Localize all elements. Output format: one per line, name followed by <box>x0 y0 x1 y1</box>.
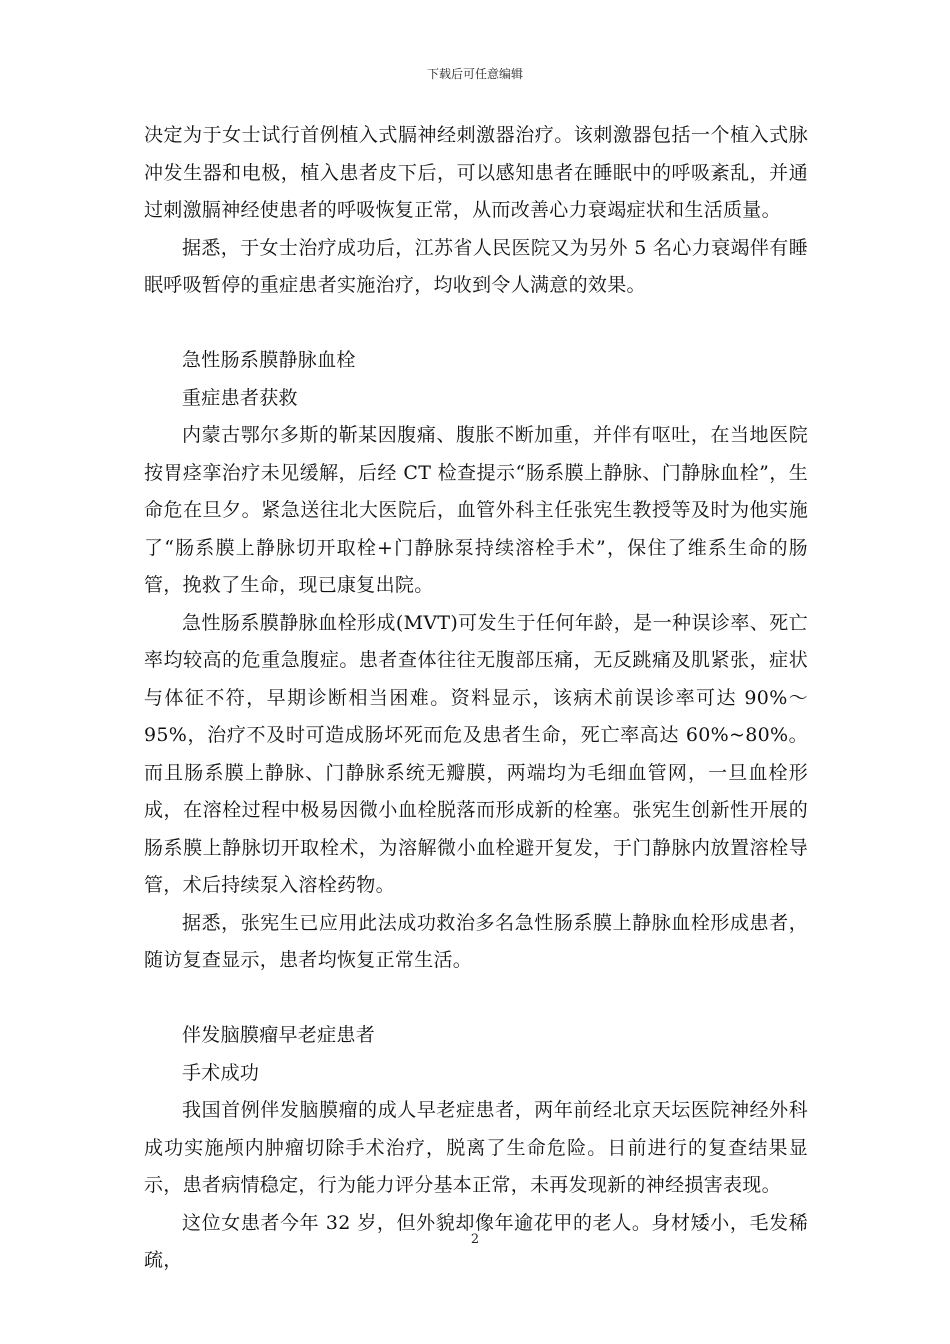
paragraph: 这位女患者今年 32 岁，但外貌却像年逾花甲的老人。身材矮小，毛发稀疏， <box>144 1211 808 1271</box>
section-spacer <box>144 980 808 1018</box>
section-subheading: 重症患者获救 <box>182 386 298 409</box>
section-spacer <box>144 305 808 343</box>
document-body <box>144 117 808 1280</box>
paragraph: 内蒙古鄂尔多斯的靳某因腹痛、腹胀不断加重，并伴有呕吐，在当地医院按胃痉挛治疗未见缓解，后经 CT 检查提示“肠系膜上静脉、门静脉血栓”，生命危在旦夕。紧急送往北大医院后，血管外科主任张宪生教授等及时为他实施了“肠系膜上静脉切开取栓+门静脉泵持续溶栓手术”，保住了维系生命的肠管，挽救了生命，现已康复出院。 <box>144 424 808 596</box>
paragraph: 我国首例伴发脑膜瘤的成人早老症患者，两年前经北京天坛医院神经外科成功实施颅内肿瘤切除手术治疗，脱离了生命危险。日前进行的复查结果显示，患者病情稳定，行为能力评分基本正常，未再发现新的神经损害表现。 <box>144 1099 808 1196</box>
section-subheading: 手术成功 <box>182 1061 260 1084</box>
paragraph: 据悉，张宪生已应用此法成功救治多名急性肠系膜上静脉血栓形成患者，随访复查显示，患者均恢复正常生活。 <box>144 911 808 971</box>
page-header: 下载后可任意编辑 <box>426 67 523 81</box>
paragraph: 据悉，于女士治疗成功后，江苏省人民医院又为另外 5 名心力衰竭伴有睡眠呼吸暂停的重症患者实施治疗，均收到令人满意的效果。 <box>144 236 808 296</box>
page-number: 2 <box>470 1232 480 1247</box>
paragraph: 决定为于女士试行首例植入式膈神经刺激器治疗。该刺激器包括一个植入式脉冲发生器和电极，植入患者皮下后，可以感知患者在睡眠中的呼吸紊乱，并通过刺激膈神经使患者的呼吸恢复正常，从而改善心力衰竭症状和生活质量。 <box>144 124 808 221</box>
paragraph: 急性肠系膜静脉血栓形成(MVT)可发生于任何年龄，是一种误诊率、死亡率均较高的危重急腹症。患者查体往往无腹部压痛，无反跳痛及肌紧张，症状与体征不符，早期诊断相当困难。资料显示，该病术前误诊率可达 90%～95%，治疗不及时可造成肠坏死而危及患者生命，死亡率高达 60%~80%。而且肠系膜上静脉、门静脉系统无瓣膜，两端均为毛细血管网，一旦血栓形成，在溶栓过程中极易因微小血栓脱落而形成新的栓塞。张宪生创新性开展的肠系膜上静脉切开取栓术，为溶解微小血栓避开复发，于门静脉内放置溶栓导管，术后持续泵入溶栓药物。 <box>144 611 808 896</box>
section-heading: 急性肠系膜静脉血栓 <box>182 349 356 371</box>
section-heading: 伴发脑膜瘤早老症患者 <box>182 1024 376 1046</box>
